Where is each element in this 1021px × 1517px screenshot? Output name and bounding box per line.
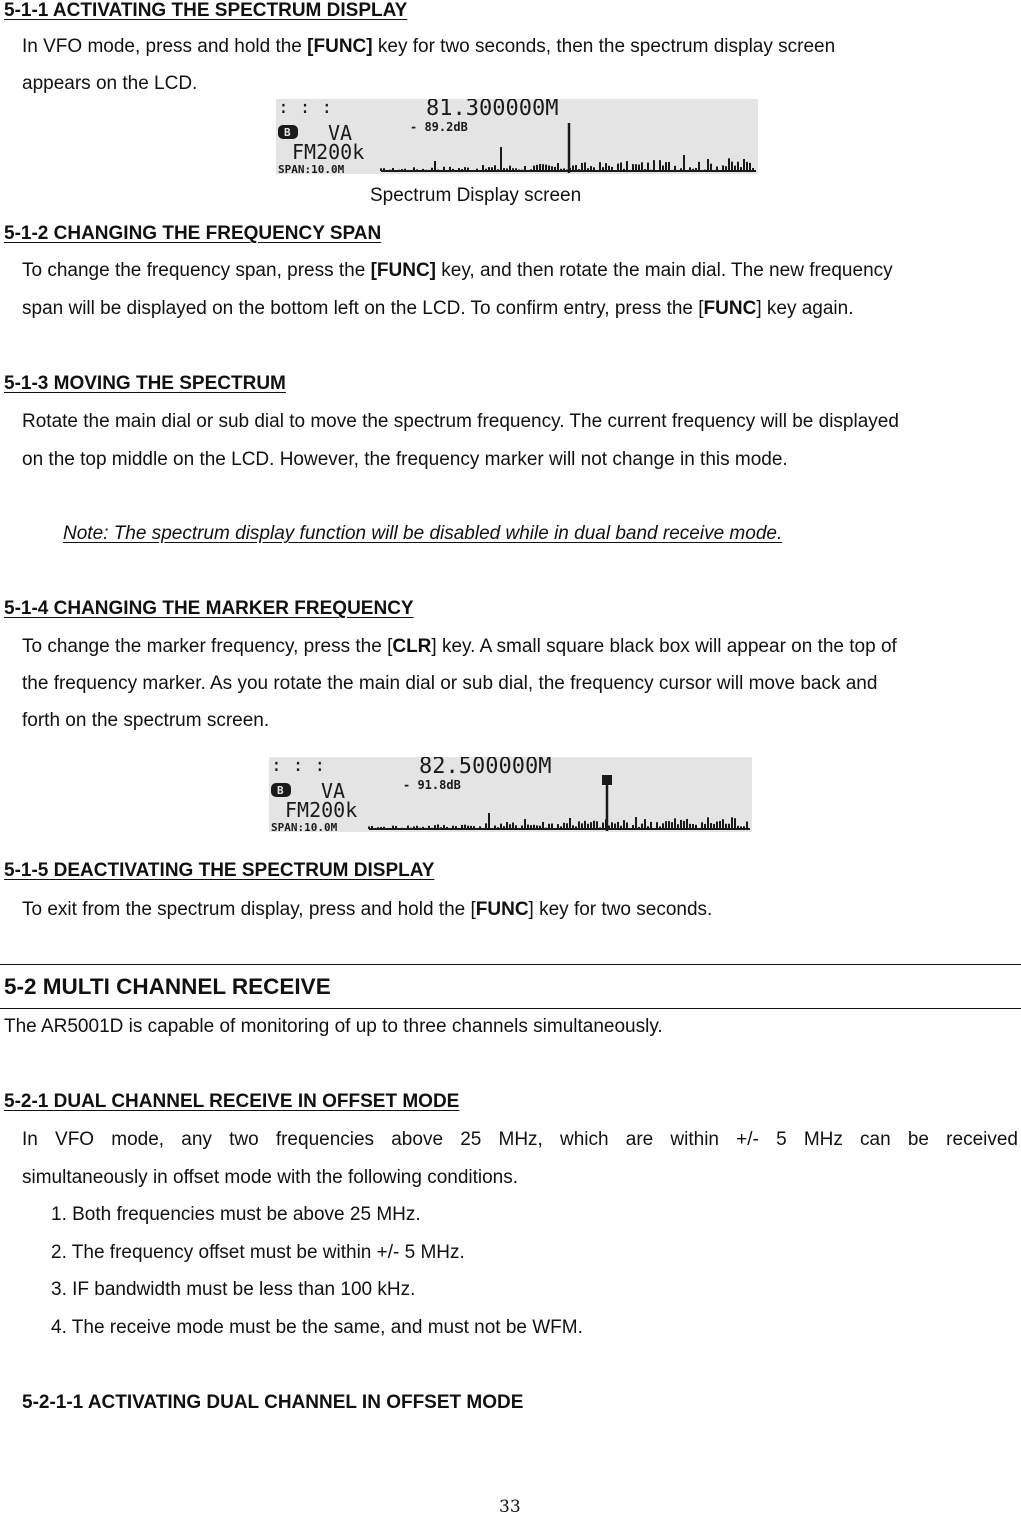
lcd-mode: VA — [321, 779, 346, 803]
paragraph-5-1-5-line1: To exit from the spectrum display, press and hold the [FUNC] key for two seconds. — [22, 899, 713, 920]
paragraph-5-1-3-line2: on the top middle on the LCD. However, the frequency marker will not change in this mode. — [22, 449, 788, 470]
heading-5-1-1: 5-1-1 ACTIVATING THE SPECTRUM DISPLAY — [4, 0, 408, 21]
heading-5-1-4: 5-1-4 CHANGING THE MARKER FREQUENCY — [4, 598, 414, 619]
lcd-dots: : : : — [278, 99, 333, 118]
paragraph-5-2-intro: The AR5001D is capable of monitoring of up to three channels simultaneously. — [4, 1016, 663, 1037]
lcd-bandwidth: FM200k — [285, 798, 358, 822]
paragraph-5-1-4-line2: the frequency marker. As you rotate the main dial or sub dial, the frequency cursor will move back and — [22, 673, 878, 694]
heading-5-2-1: 5-2-1 DUAL CHANNEL RECEIVE IN OFFSET MODE — [4, 1091, 460, 1112]
lcd-frequency: 81.300000M — [426, 99, 559, 121]
heading-5-2-1-1: 5-2-1-1 ACTIVATING DUAL CHANNEL IN OFFSET MODE — [22, 1392, 524, 1413]
heading-5-2: 5-2 MULTI CHANNEL RECEIVE — [4, 974, 331, 999]
paragraph-5-2-1-line2: simultaneously in offset mode with the following conditions. — [22, 1167, 519, 1188]
lcd-dots: : : : — [271, 757, 326, 776]
lcd-frequency: 82.500000M — [419, 757, 552, 779]
paragraph-5-1-4-line1: To change the marker frequency, press the [CLR] key. A small square black box will appear on the top of — [22, 636, 897, 657]
paragraph-5-2-1-line1: In VFO mode, any two frequencies above 25 MHz, which are within +/- 5 MHz can be received — [22, 1129, 1018, 1150]
section-rule-bottom — [0, 1008, 1021, 1009]
paragraph-5-1-1-line2: appears on the LCD. — [22, 73, 198, 94]
list-item: 1. Both frequencies must be above 25 MHz. — [51, 1204, 421, 1225]
marker-square-icon — [602, 775, 612, 785]
paragraph-5-1-2-line2: span will be displayed on the bottom left on the LCD. To confirm entry, press the [FUNC] key again. — [22, 298, 854, 319]
paragraph-5-1-4-line3: forth on the spectrum screen. — [22, 710, 270, 731]
list-item: 4. The receive mode must be the same, and must not be WFM. — [51, 1317, 583, 1338]
lcd-bandwidth: FM200k — [292, 140, 365, 164]
lcd-span: SPAN:10.0M — [271, 821, 338, 832]
svg-text:B: B — [284, 126, 291, 139]
lcd-signal-level: - 89.2dB — [410, 120, 468, 134]
paragraph-5-1-3-line1: Rotate the main dial or sub dial to move the spectrum frequency. The current frequency will be displayed — [22, 411, 899, 432]
heading-5-1-3: 5-1-3 MOVING THE SPECTRUM — [4, 373, 286, 394]
svg-text:B: B — [277, 784, 284, 797]
section-rule-top — [0, 964, 1021, 965]
list-item: 3. IF bandwidth must be less than 100 kHz. — [51, 1279, 416, 1300]
heading-5-1-5: 5-1-5 DEACTIVATING THE SPECTRUM DISPLAY — [4, 860, 435, 881]
lcd-spectrum-screen-1 — [276, 99, 758, 174]
heading-5-1-2: 5-1-2 CHANGING THE FREQUENCY SPAN — [4, 223, 382, 244]
lcd-mode: VA — [328, 121, 353, 145]
paragraph-5-1-1-line1: In VFO mode, press and hold the [FUNC] key for two seconds, then the spectrum display screen — [22, 36, 836, 57]
lcd-span: SPAN:10.0M — [278, 163, 345, 174]
spectrum-trace — [369, 813, 750, 829]
lcd-spectrum-screen-2 — [269, 757, 752, 832]
lcd-signal-level: - 91.8dB — [403, 778, 461, 792]
list-item: 2. The frequency offset must be within +/- 5 MHz. — [51, 1242, 465, 1263]
page-number: 33 — [499, 1497, 521, 1517]
paragraph-5-1-2-line1: To change the frequency span, press the [FUNC] key, and then rotate the main dial. The new frequency — [22, 260, 893, 281]
figure-caption: Spectrum Display screen — [370, 185, 582, 206]
note-dual-band: Note: The spectrum display function will be disabled while in dual band receive mode. — [63, 523, 783, 544]
